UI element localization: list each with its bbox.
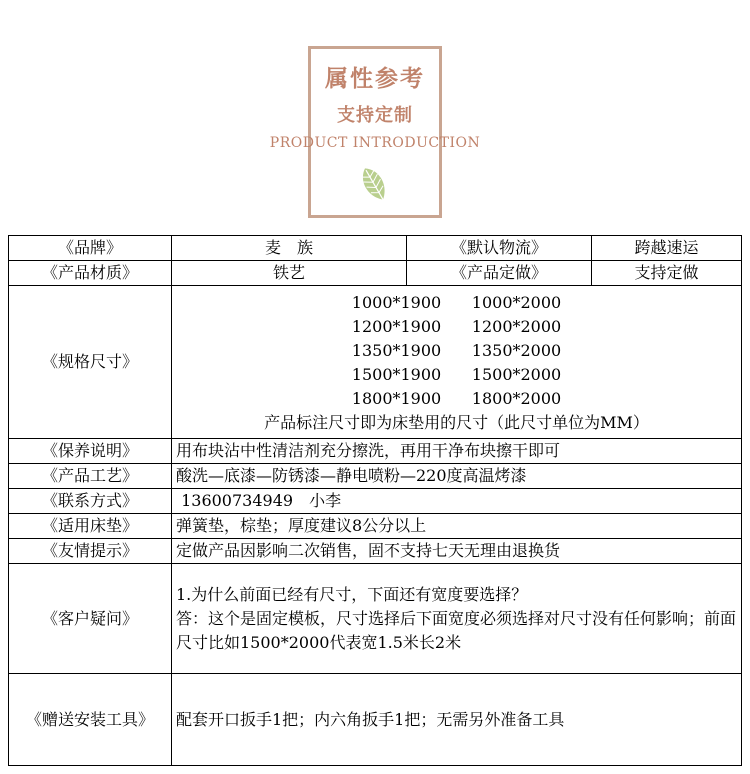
size-row	[176, 363, 737, 387]
mattress-label: 《适用床垫》	[9, 514, 172, 539]
size-note: 产品标注尺寸即为床垫用的尺寸（此尺寸单位为MM）	[264, 413, 649, 432]
table-row	[9, 464, 742, 489]
tools-label: 《赠送安装工具》	[9, 674, 172, 766]
size-row	[176, 315, 737, 339]
table-row	[9, 674, 742, 766]
size-option: 1500*1900	[351, 365, 442, 384]
contact-value: 13600734949 小李	[172, 489, 742, 514]
sizes-cell	[172, 286, 742, 439]
contact-label: 《联系方式》	[9, 489, 172, 514]
material-value: 铁艺	[172, 261, 407, 286]
size-option: 1500*2000	[471, 365, 562, 384]
spec-table	[8, 235, 742, 766]
size-option: 1200*1900	[351, 317, 442, 336]
table-row	[9, 439, 742, 464]
material-label: 《产品材质》	[9, 261, 172, 286]
size-option: 1200*2000	[471, 317, 562, 336]
size-option: 1800*2000	[471, 389, 562, 408]
logistics-value: 跨越速运	[592, 236, 742, 261]
logistics-label: 《默认物流》	[407, 236, 592, 261]
tips-label: 《友情提示》	[9, 539, 172, 564]
table-row	[9, 261, 742, 286]
size-option: 1000*1900	[351, 293, 442, 312]
brand-value: 麦 族	[172, 236, 407, 261]
faq-cell	[172, 564, 742, 674]
faq-answer: 答：这个是固定模板，尺寸选择后下面宽度必须选择对尺寸没有任何影响；前面尺寸比如1500*2000代表宽1.5米长2米	[176, 608, 737, 652]
faq-label: 《客户疑问》	[9, 564, 172, 674]
brand-label: 《品牌》	[9, 236, 172, 261]
header-subtitle: 支持定制	[337, 105, 413, 126]
header-title: 属性参考	[325, 65, 425, 92]
sizes-label: 《规格尺寸》	[9, 286, 172, 439]
process-label: 《产品工艺》	[9, 464, 172, 489]
table-row	[9, 514, 742, 539]
faq-question: 1.为什么前面已经有尺寸，下面还有宽度要选择？	[176, 584, 528, 604]
size-row	[176, 291, 737, 315]
size-option: 1000*2000	[471, 293, 562, 312]
custom-label: 《产品定做》	[407, 261, 592, 286]
process-value: 酸洗—底漆—防锈漆—静电喷粉—220度高温烤漆	[172, 464, 742, 489]
header-english: PRODUCT INTRODUCTION	[269, 135, 481, 151]
table-row	[9, 489, 742, 514]
table-row	[9, 286, 742, 439]
mattress-value: 弹簧垫，棕垫；厚度建议8公分以上	[172, 514, 742, 539]
table-row	[9, 236, 742, 261]
leaf-icon	[356, 164, 392, 204]
tips-value: 定做产品因影响二次销售，固不支持七天无理由退换货	[172, 539, 742, 564]
table-row	[9, 539, 742, 564]
size-row	[176, 387, 737, 411]
size-option: 1350*1900	[351, 341, 442, 360]
custom-value: 支持定做	[592, 261, 742, 286]
care-label: 《保养说明》	[9, 439, 172, 464]
size-option: 1350*2000	[471, 341, 562, 360]
tools-value: 配套开口扳手1把；内六角扳手1把；无需另外准备工具	[172, 674, 742, 766]
care-value: 用布块沾中性清洁剂充分擦洗，再用干净布块擦干即可	[172, 439, 742, 464]
size-option: 1800*1900	[351, 389, 442, 408]
table-row	[9, 564, 742, 674]
size-row	[176, 339, 737, 363]
